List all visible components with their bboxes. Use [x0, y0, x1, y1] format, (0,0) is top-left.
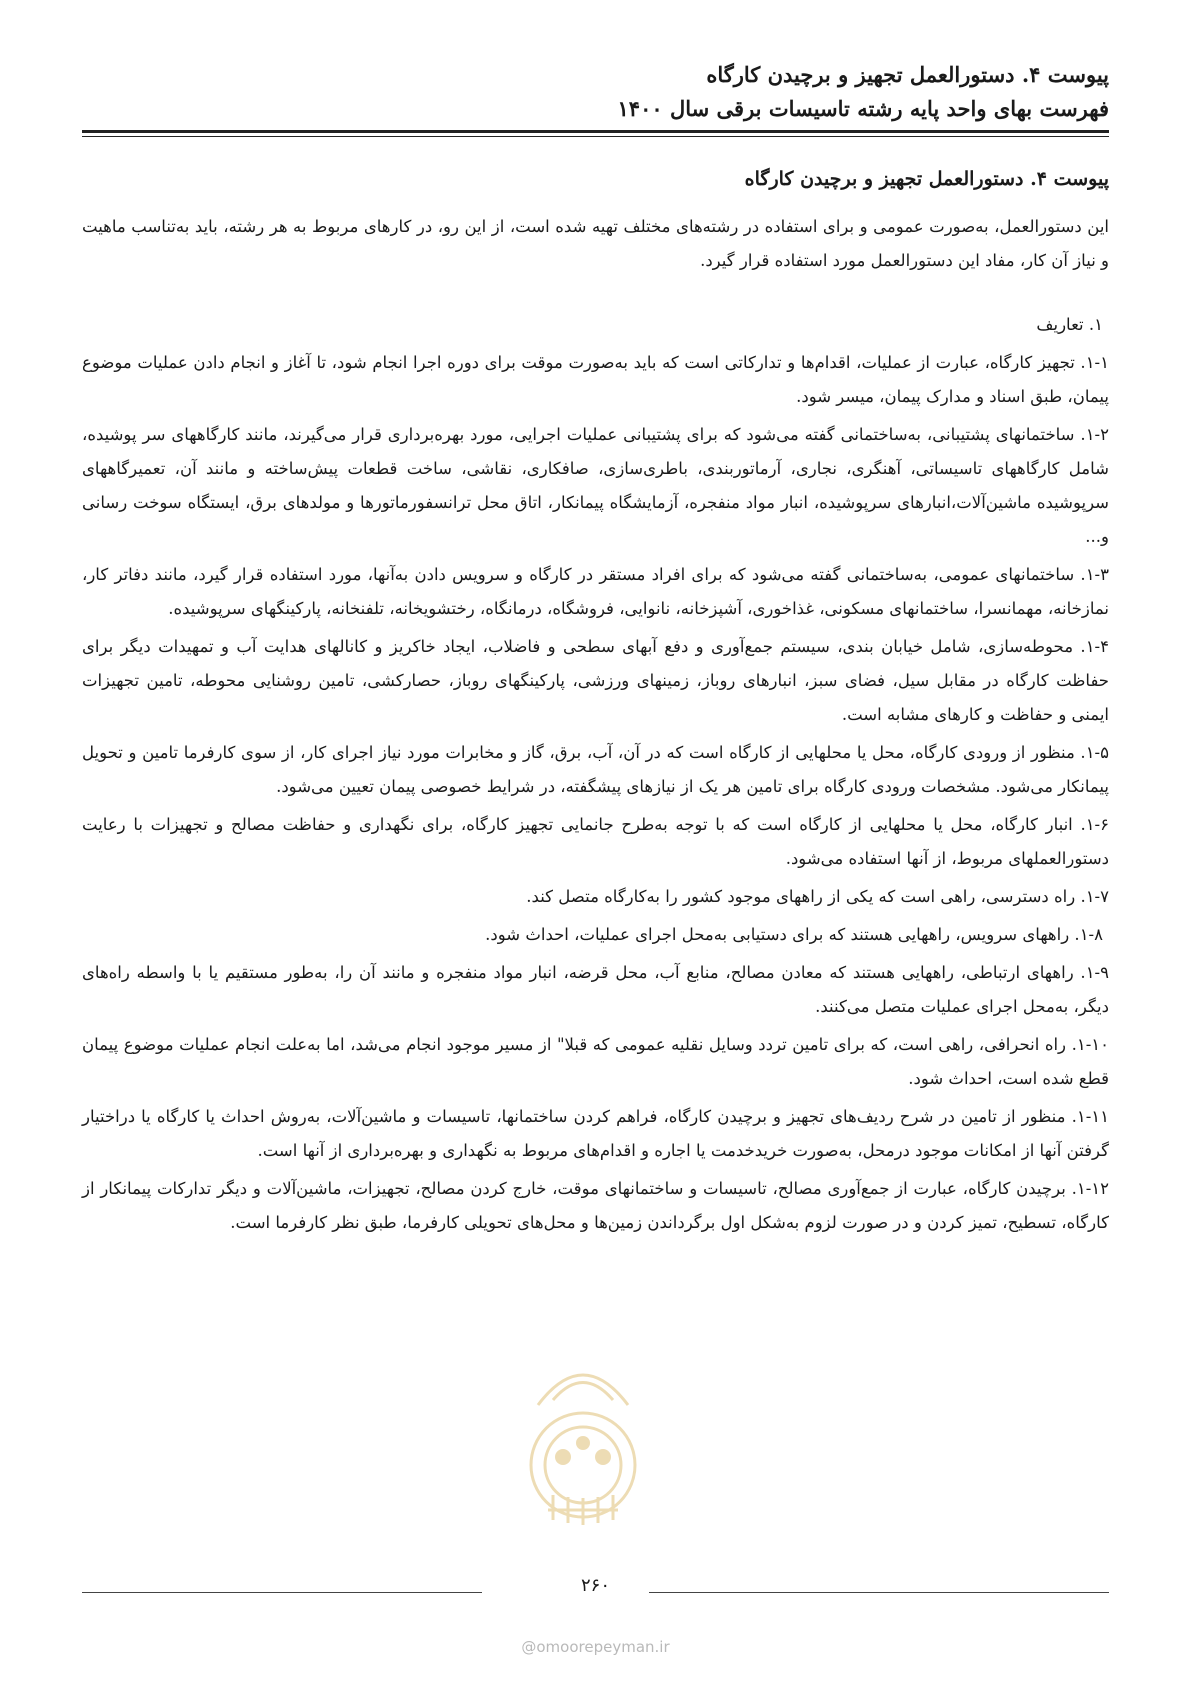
page-number: ۲۶۰ [580, 1575, 610, 1596]
definition-item: ۱-۷. راه دسترسی، راهی است که یکی از راههای موجود کشور را به‌کارگاه متصل کند. [526, 887, 1109, 906]
definition-item: ۱-۱۱. منظور از تامین در شرح ردیف‌های تجهیز و برچیدن کارگاه، فراهم کردن ساختمانها، تاسیسات و ماشین‌آلات، به‌روش احداث یا کارگاه یا دراختیار گرفتن آنها از امکانات موجود درمحل، به‌صورت خریدخدمت یا اجاره و اقدام‌های مربوط به نگهداری و بهره‌برداری از آنها است. [82, 1107, 1109, 1160]
header-rule-thin [82, 136, 1109, 137]
definition-item: ۱-۴. محوطه‌سازی، شامل خیابان بندی، سیستم جمع‌آوری و دفع آبهای سطحی و فاضلاب، ایجاد خاکریز و کانالهای هدایت آب و تمهیدات دیگر برای حفاظت کارگاه در مقابل سیل، فضای سبز، انبارهای روباز، زمینهای ورزشی، پارکینگهای روباز، حصارکشی، تامین روشنایی محوطه، تامین تجهیزات ایمنی و حفاظت و کارهای مشابه است. [82, 637, 1109, 724]
section-title: پیوست ۴. دستورالعمل تجهیز و برچیدن کارگاه [744, 168, 1109, 190]
definitions-heading: ۱. تعاریف [1036, 315, 1103, 334]
definition-item: ۱-۲. ساختمانهای پشتیبانی، به‌ساختمانی گفته می‌شود که برای پشتیبانی عملیات اجرایی، مورد بهره‌برداری قرار می‌گیرند، مانند کارگاههای سر پوشیده، شامل کارگاههای تاسیساتی، آهنگری، نجاری، آرماتوربندی، باطری‌سازی، صافکاری، نقاشی، ساخت قطعات پیش‌ساخته و مانند آن، تعمیرگاههای سرپوشیده ماشین‌آلات،انبارهای سرپوشیده، انبار مواد منفجره، آزمایشگاه پیمانکار، اتاق محل ترانسفورماتورها و مولدهای برق، ایستگاه سوخت رسانی و... [82, 425, 1109, 546]
definition-item: ۱-۶. انبار کارگاه، محل یا محلهایی از کارگاه است که با توجه به‌طرح جانمایی تجهیز کارگاه، برای نگهداری و حفاظت مصالح و تجهیزات با رعایت دستورالعملهای مربوط، از آنها استفاده می‌شود. [82, 815, 1109, 868]
definition-item: ۱-۹. راههای ارتباطی، راههایی هستند که معادن مصالح، منابع آب، محل قرضه، انبار مواد منفجره و مانند آن را، به‌طور مستقیم یا با واسطه راه‌های دیگر، به‌محل اجرای عملیات متصل می‌کنند. [82, 963, 1109, 1016]
website-watermark: @omoorepeyman.ir [521, 1638, 670, 1656]
definition-item: ۱-۸. راههای سرویس، راههایی هستند که برای دستیابی به‌محل اجرای عملیات، احداث شود. [485, 925, 1103, 944]
header-rule-thick [82, 130, 1109, 133]
definition-item: ۱-۱۰. راه انحرافی، راهی است، که برای تامین تردد وسایل نقلیه عمومی که قبلا" از مسیر موجود انجام می‌شد، اما به‌علت انجام عملیات موضوع پیمان قطع شده است، احداث شود. [82, 1035, 1109, 1088]
page-header [82, 58, 1109, 126]
definition-item: ۱-۳. ساختمانهای عمومی، به‌ساختمانی گفته می‌شود که برای افراد مستقر در کارگاه و سرویس دادن به‌آنها، مورد استفاده قرار گیرد، مانند دفاتر کار، نمازخانه، مهمانسرا، ساختمانهای مسکونی، غذاخوری، آشپزخانه، نانوایی، فروشگاه، درمانگاه، رختشویخانه، تلفنخانه، پارکینگهای سرپوشیده. [82, 565, 1109, 618]
definition-item: ۱-۵. منظور از ورودی کارگاه، محل یا محلهایی از کارگاه است که در آن، آب، برق، گاز و مخابرات مورد نیاز اجرای کار، از سوی کارفرما تامین و تحویل پیمانکار می‌شود. مشخصات ورودی کارگاه برای تامین هر یک از نیازهای پیشگفته، در شرایط خصوصی پیمان تعیین می‌شود. [82, 743, 1109, 796]
watermark-logo-icon [508, 1345, 658, 1525]
header-title: پیوست ۴. دستورالعمل تجهیز و برچیدن کارگاه [706, 62, 1109, 87]
definition-item: ۱-۱۲. برچیدن کارگاه، عبارت از جمع‌آوری مصالح، تاسیسات و ساختمانهای موقت، خارج کردن مصالح، تجهیزات، ماشین‌آلات و دیگر تدارکات پیمانکار از کارگاه، تسطیح، تمیز کردن و در صورت لزوم به‌شکل اول برگرداندن زمین‌ها و محل‌های تحویلی کارفرما، طبق نظر کارفرما است. [82, 1179, 1109, 1232]
header-subtitle: فهرست بهای واحد پایه رشته تاسیسات برقی سال ۱۴۰۰ [617, 96, 1109, 121]
intro-paragraph: این دستورالعمل، به‌صورت عمومی و برای استفاده در رشته‌های مختلف تهیه شده است، از این رو، در کارهای مربوط به هر رشته، باید به‌تناسب ماهیت و نیاز آن کار، مفاد این دستورالعمل مورد استفاده قرار گیرد. [82, 217, 1109, 270]
page-content [82, 162, 1109, 1244]
definition-item: ۱-۱. تجهیز کارگاه، عبارت از عملیات، اقدام‌ها و تدارکاتی است که باید به‌صورت موقت برای دوره اجرا انجام شود، تا آغاز و انجام دادن عملیات موضوع پیمان، طبق اسناد و مدارک پیمان، میسر شود. [82, 353, 1109, 406]
